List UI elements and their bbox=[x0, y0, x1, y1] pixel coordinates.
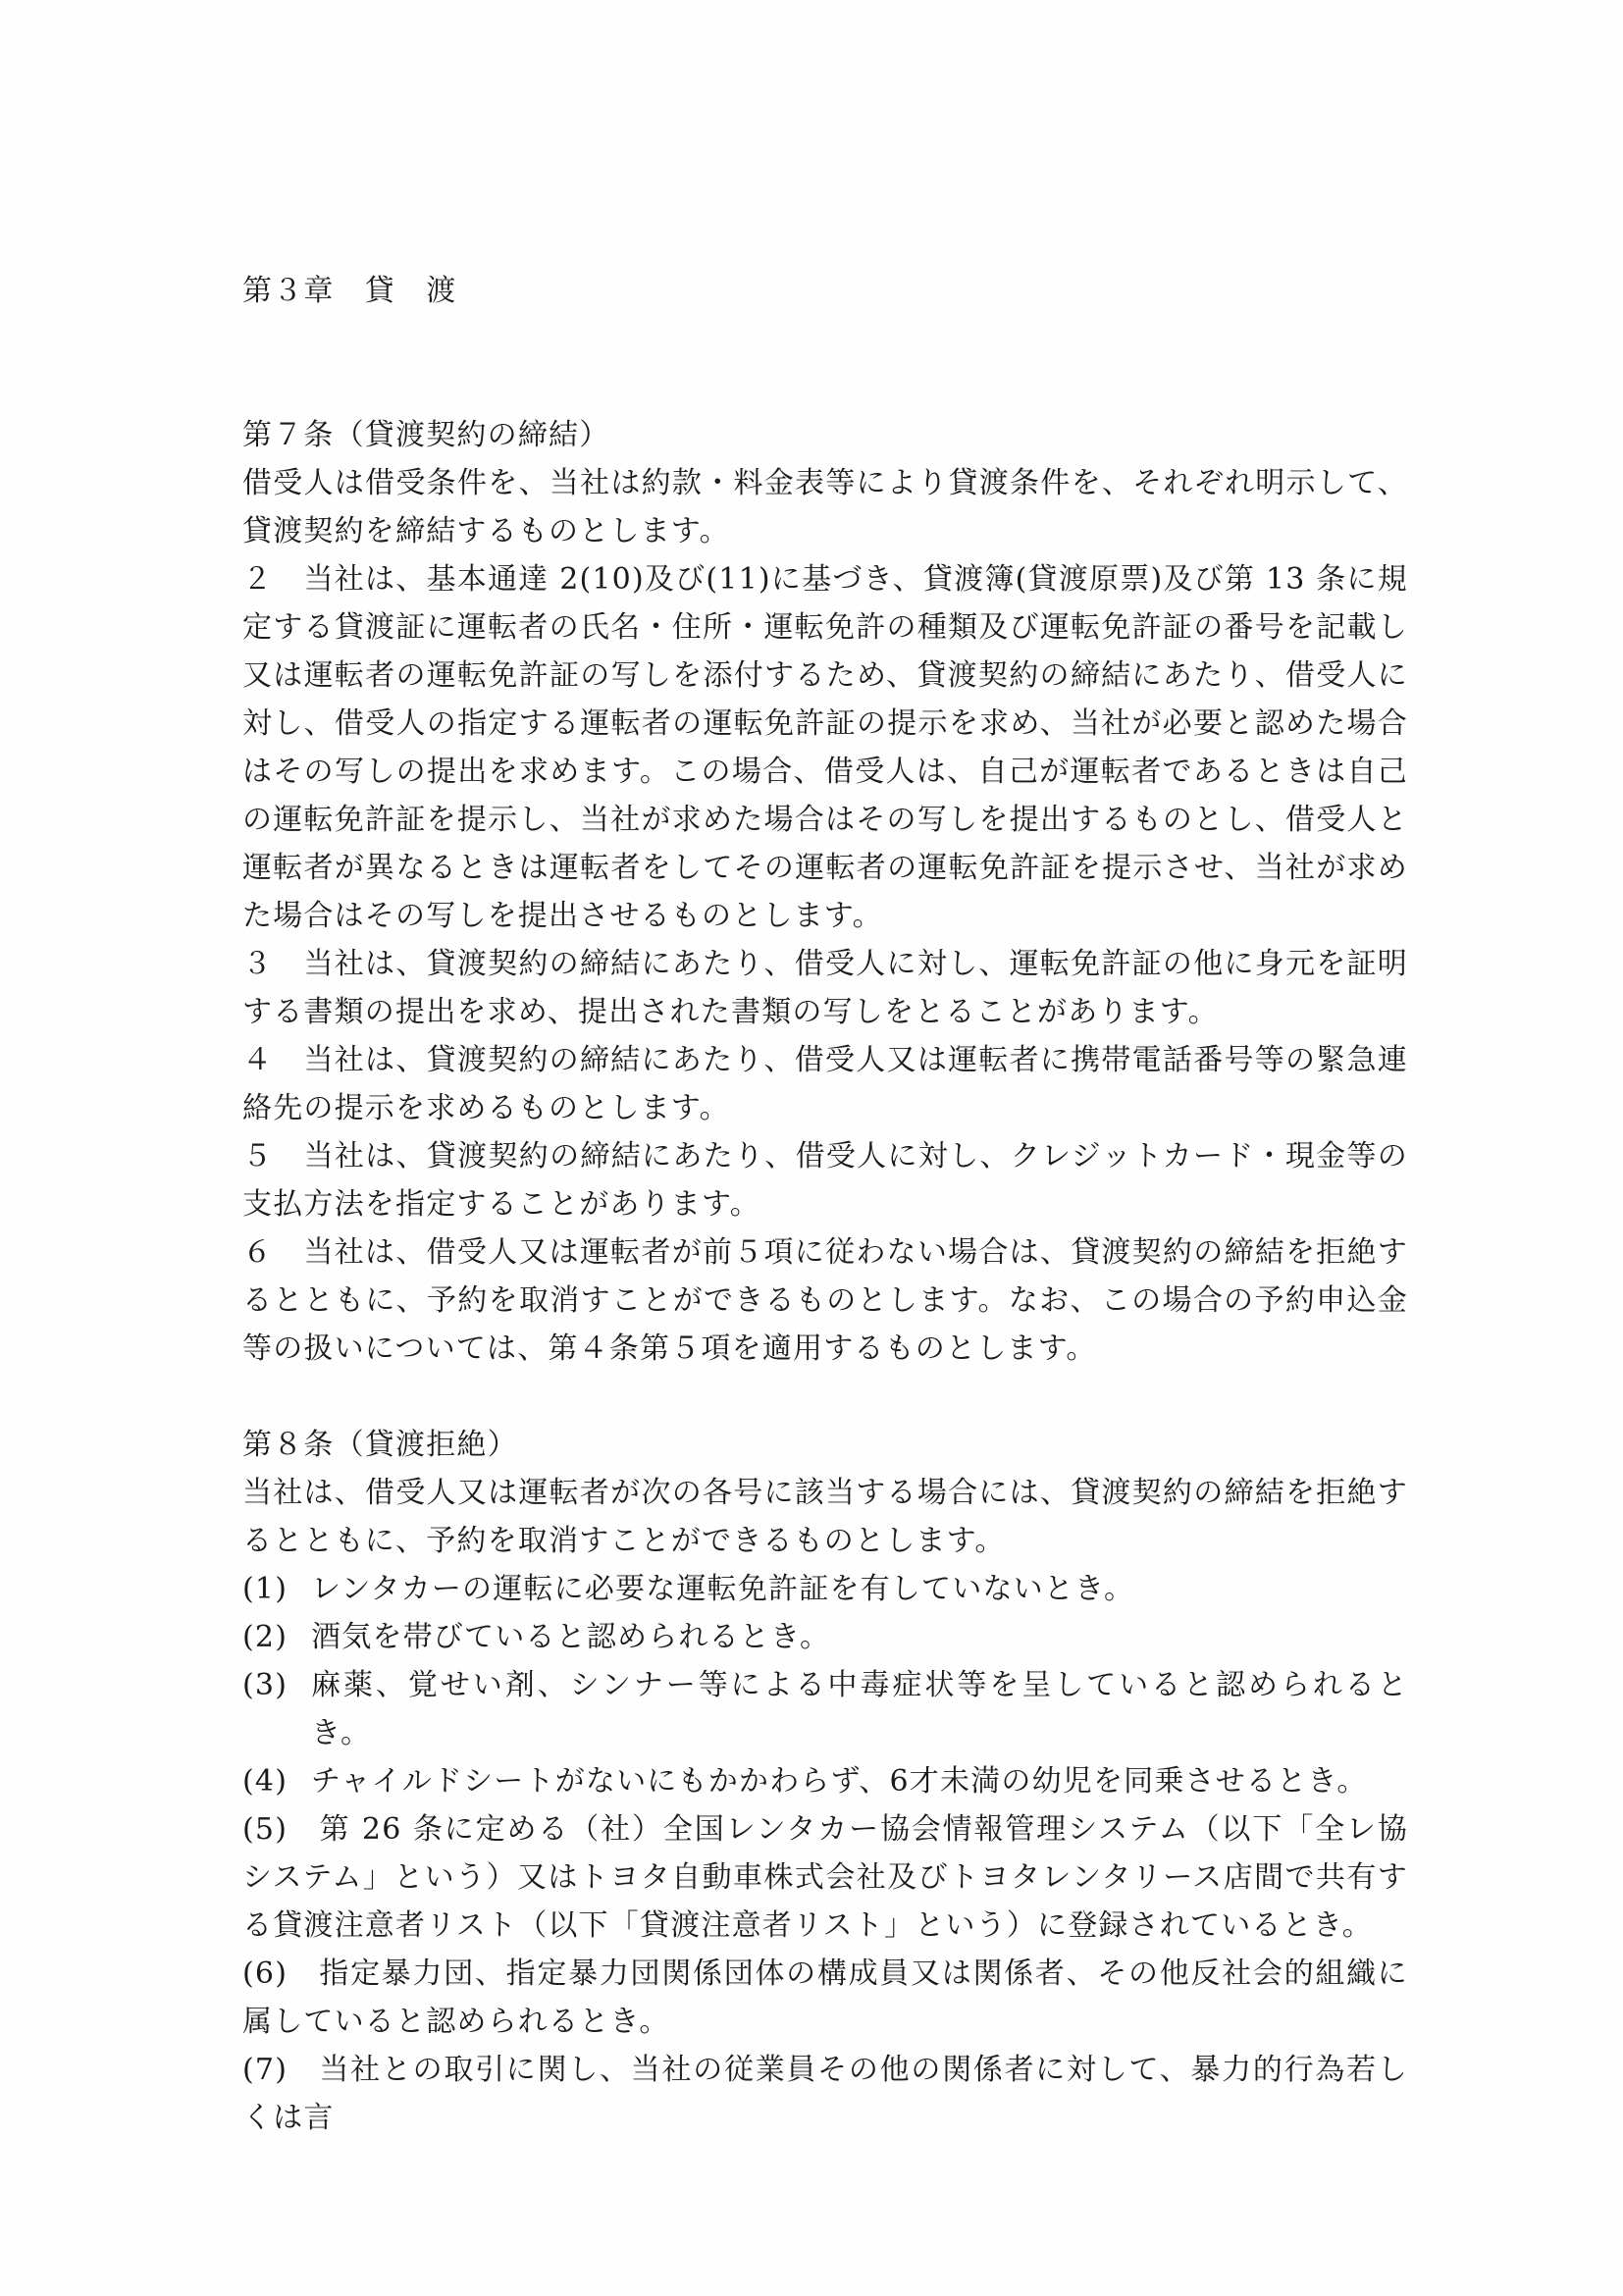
item-text: 指定暴力団、指定暴力団関係団体の構成員又は関係者、その他反社会的組織に属していると認められるとき。 bbox=[242, 1957, 1409, 2039]
item-number: (1) bbox=[242, 1572, 288, 1606]
item-text: 当社との取引に関し、当社の従業員その他の関係者に対して、暴力的行為若しくは言 bbox=[242, 2053, 1408, 2135]
article-heading: 第７条（貸渡契約の締結） bbox=[242, 418, 610, 452]
document-body bbox=[242, 267, 1408, 2190]
item-text: 酒気を帯びていると認められるとき。 bbox=[311, 1620, 831, 1654]
article-paragraph: ５ 当社は、貸渡契約の締結にあたり、借受人に対し、クレジットカード・現金等の支払方法を指定することがあります。 bbox=[242, 1139, 1408, 1222]
item-text: レンタカーの運転に必要な運転免許証を有していないとき。 bbox=[311, 1572, 1135, 1606]
item-spacer bbox=[288, 1957, 319, 1991]
article-8 bbox=[242, 1421, 1408, 2142]
article-paragraph: ４ 当社は、貸渡契約の締結にあたり、借受人又は運転者に携帯電話番号等の緊急連絡先の提示を求めるものとします。 bbox=[242, 1043, 1408, 1125]
article-7 bbox=[242, 411, 1408, 1373]
article-paragraph: ３ 当社は、貸渡契約の締結にあたり、借受人に対し、運転免許証の他に身元を証明する書類の提出を求め、提出された書類の写しをとることがあります。 bbox=[242, 947, 1408, 1029]
list-item bbox=[242, 1565, 1408, 1613]
item-spacer bbox=[288, 2053, 319, 2087]
item-spacer bbox=[288, 1812, 320, 1847]
list-item bbox=[242, 1757, 1408, 1805]
list-item bbox=[242, 1661, 1408, 1757]
item-text: 第 26 条に定める（社）全国レンタカー協会情報管理システム（以下「全レ協システム」という）又はトヨタ自動車株式会社及びトヨタレンタリース店間で共有する貸渡注意者リスト（以下「貸渡注意者リスト」という）に登録されているとき。 bbox=[242, 1812, 1409, 1943]
item-number: (3) bbox=[242, 1668, 288, 1702]
article-heading: 第８条（貸渡拒絶） bbox=[242, 1428, 518, 1462]
list-item bbox=[242, 1805, 1408, 1950]
chapter-title: 第３章 貸 渡 bbox=[242, 274, 457, 308]
item-number: (4) bbox=[242, 1764, 288, 1799]
item-number: (7) bbox=[242, 2053, 288, 2087]
article-paragraph: 借受人は借受条件を、当社は約款・料金表等により貸渡条件を、それぞれ明示して、貸渡契約を締結するものとします。 bbox=[242, 466, 1408, 548]
item-number: (6) bbox=[242, 1957, 288, 1991]
item-text: チャイルドシートがないにもかかわらず、6才未満の幼児を同乗させるとき。 bbox=[311, 1764, 1368, 1799]
list-item bbox=[242, 1613, 1408, 1661]
article-intro: 当社は、借受人又は運転者が次の各号に該当する場合には、貸渡契約の締結を拒絶するとともに、予約を取消すことができるものとします。 bbox=[242, 1476, 1408, 1558]
list-item bbox=[242, 1950, 1408, 2046]
item-text: 麻薬、覚せい剤、シンナー等による中毒症状等を呈していると認められるとき。 bbox=[311, 1668, 1408, 1750]
list-item bbox=[242, 2046, 1408, 2142]
article-paragraph: ６ 当社は、借受人又は運転者が前５項に従わない場合は、貸渡契約の締結を拒絶するとともに、予約を取消すことができるものとします。なお、この場合の予約申込金等の扱いについては、第４条第５項を適用するものとします。 bbox=[242, 1235, 1408, 1366]
item-number: (5) bbox=[242, 1812, 288, 1847]
item-number: (2) bbox=[242, 1620, 288, 1654]
article-paragraph: ２ 当社は、基本通達 2(10)及び(11)に基づき、貸渡簿(貸渡原票)及び第 13 条に規定する貸渡証に運転者の氏名・住所・運転免許の種類及び運転免許証の番号を記載し又は運転者の運転免許証の写しを添付するため、貸渡契約の締結にあたり、借受人に対し、借受人の指定する運転者の運転免許証の提示を求め、当社が必要と認めた場合はその写しの提出を求めます。この場合、借受人は、自己が運転者であるときは自己の運転免許証を提示し、当社が求めた場合はその写しを提出するものとし、借受人と運転者が異なるときは運転者をしてその運転者の運転免許証を提示させ、当社が求めた場合はその写しを提出させるものとします。 bbox=[242, 562, 1408, 933]
